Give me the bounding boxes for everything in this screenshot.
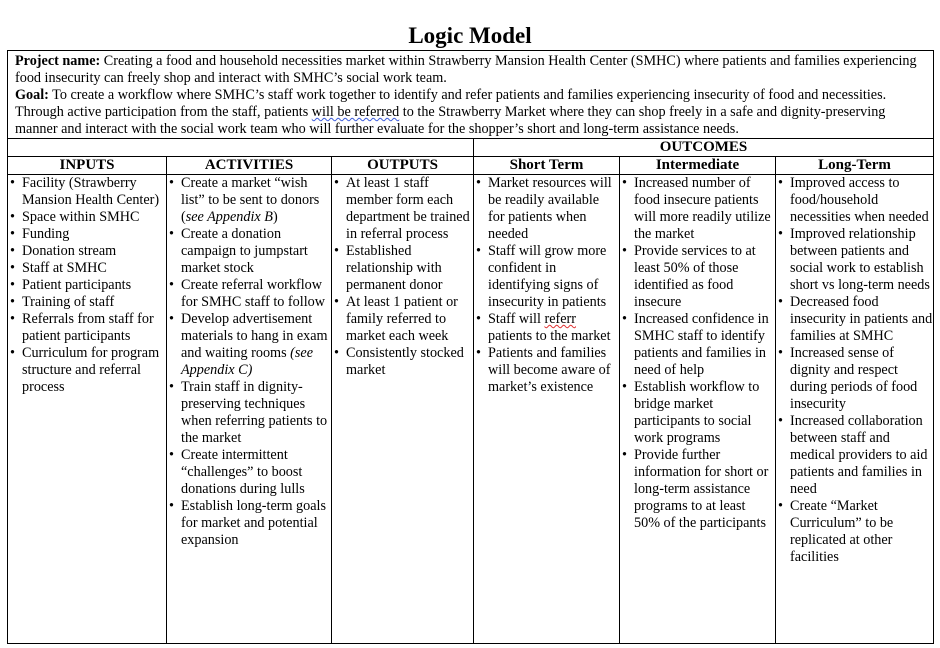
list-item: • Create a donation campaign to jumpstart market stock — [181, 226, 331, 277]
list-item — [488, 311, 619, 345]
project-name-text: Creating a food and household necessities market within Strawberry Mansion Health Center (SMHC) where patients and families experiencing food insecurity can freely shop and interact with SMHC’s social work team. — [15, 53, 917, 86]
column-header-row — [8, 157, 934, 175]
short-term-text-end: patients to the market — [488, 328, 611, 344]
outcomes-header: OUTCOMES — [474, 139, 934, 157]
list-item: • Donation stream — [22, 243, 166, 260]
list-item: • Facility (Strawberry Mansion Health Center) — [22, 175, 166, 209]
list-item: • Staff will grow more confident in identifying signs of insecurity in patients — [488, 243, 619, 311]
activity-text-end: ) — [272, 209, 278, 225]
activity-text: Create a market “wish list” to be sent to donors ( — [181, 175, 320, 225]
content-row — [8, 175, 934, 644]
list-item: • Patient participants — [22, 277, 166, 294]
appendix-reference: (see Appendix C) — [181, 345, 313, 378]
long-term-list — [776, 175, 933, 566]
list-item: • Established relationship with permanent donor — [346, 243, 473, 294]
list-item: • Market resources will be readily available for patients when needed — [488, 175, 619, 243]
list-item: • Decreased food insecurity in patients and families at SMHC — [790, 294, 933, 345]
list-item — [181, 175, 331, 226]
list-item: • Create “Market Curriculum” to be replicated at other facilities — [790, 498, 933, 566]
list-item: • Space within SMHC — [22, 209, 166, 226]
list-item: • Provide services to at least 50% of those identified as food insecure — [634, 243, 775, 311]
project-row — [8, 51, 934, 139]
list-item: • Train staff in dignity-preserving techniques when referring patients to the market — [181, 379, 331, 447]
intermediate-header: Intermediate — [620, 157, 776, 175]
appendix-reference: see Appendix B — [185, 209, 273, 225]
outcomes-header-row — [8, 139, 934, 157]
list-item: • Curriculum for program structure and referral process — [22, 345, 166, 396]
list-item: • Staff at SMHC — [22, 260, 166, 277]
short-term-cell — [474, 175, 620, 644]
spelling-flag: referr — [544, 311, 576, 327]
list-item: • Increased collaboration between staff and medical providers to aid patients and families in need — [790, 413, 933, 498]
list-item: • Increased confidence in SMHC staff to identify patients and families in need of help — [634, 311, 775, 379]
intermediate-list — [620, 175, 775, 532]
goal-text-part-2: to the Strawberry Market where they can shop freely in a safe and dignity-preserving manner and interact with the social work team who will further evaluate for the shopper’s short and long-term assistance needs. — [15, 104, 886, 137]
list-item: • Create intermittent “challenges” to boost donations during lulls — [181, 447, 331, 498]
document-title: Logic Model — [408, 23, 532, 48]
list-item: • Funding — [22, 226, 166, 243]
goal-label: Goal: — [15, 87, 49, 103]
list-item: • Increased number of food insecure patients will more readily utilize the market — [634, 175, 775, 243]
intermediate-cell — [620, 175, 776, 644]
project-name — [15, 53, 926, 87]
goal-grammar-flag: will be referred — [311, 104, 400, 120]
logic-model-table — [7, 50, 934, 644]
short-term-header: Short Term — [474, 157, 620, 175]
list-item: • Establish workflow to bridge market participants to social work programs — [634, 379, 775, 447]
activities-list — [167, 175, 331, 549]
list-item: • Create referral workflow for SMHC staff to follow — [181, 277, 331, 311]
project-description-cell — [8, 51, 934, 139]
list-item: • At least 1 staff member form each department be trained in referral process — [346, 175, 473, 243]
activity-text: Develop advertisement materials to hang in exam and waiting rooms — [181, 311, 328, 361]
list-item: • Improved access to food/household necessities when needed — [790, 175, 933, 226]
outputs-header: OUTPUTS — [332, 157, 474, 175]
project-goal — [15, 87, 926, 138]
inputs-list — [8, 175, 166, 396]
long-term-header: Long-Term — [776, 157, 934, 175]
project-name-label: Project name: — [15, 53, 101, 69]
list-item: • Training of staff — [22, 294, 166, 311]
list-item: • Improved relationship between patients and social work to establish short vs long-term needs — [790, 226, 933, 294]
blank-header-cell — [8, 139, 474, 157]
list-item — [181, 311, 331, 379]
activities-header: ACTIVITIES — [167, 157, 332, 175]
inputs-cell — [8, 175, 167, 644]
short-term-text: Staff will — [488, 311, 545, 327]
activities-cell — [167, 175, 332, 644]
list-item: • Increased sense of dignity and respect during periods of food insecurity — [790, 345, 933, 413]
list-item: • At least 1 patient or family referred to market each week — [346, 294, 473, 345]
short-term-list — [474, 175, 619, 396]
inputs-header: INPUTS — [8, 157, 167, 175]
outputs-list — [332, 175, 473, 379]
list-item: • Provide further information for short or long-term assistance programs to at least 50% of the participants — [634, 447, 775, 532]
outputs-cell — [332, 175, 474, 644]
list-item: • Patients and families will become aware of market’s existence — [488, 345, 619, 396]
list-item: • Referrals from staff for patient participants — [22, 311, 166, 345]
list-item: • Establish long-term goals for market and potential expansion — [181, 498, 331, 549]
list-item: • Consistently stocked market — [346, 345, 473, 379]
long-term-cell — [776, 175, 934, 644]
goal-text-part-1: To create a workflow where SMHC’s staff work together to identify and refer patients and families experiencing insecurity of food and necessities. Through active participation from the staff, patients — [15, 87, 887, 120]
